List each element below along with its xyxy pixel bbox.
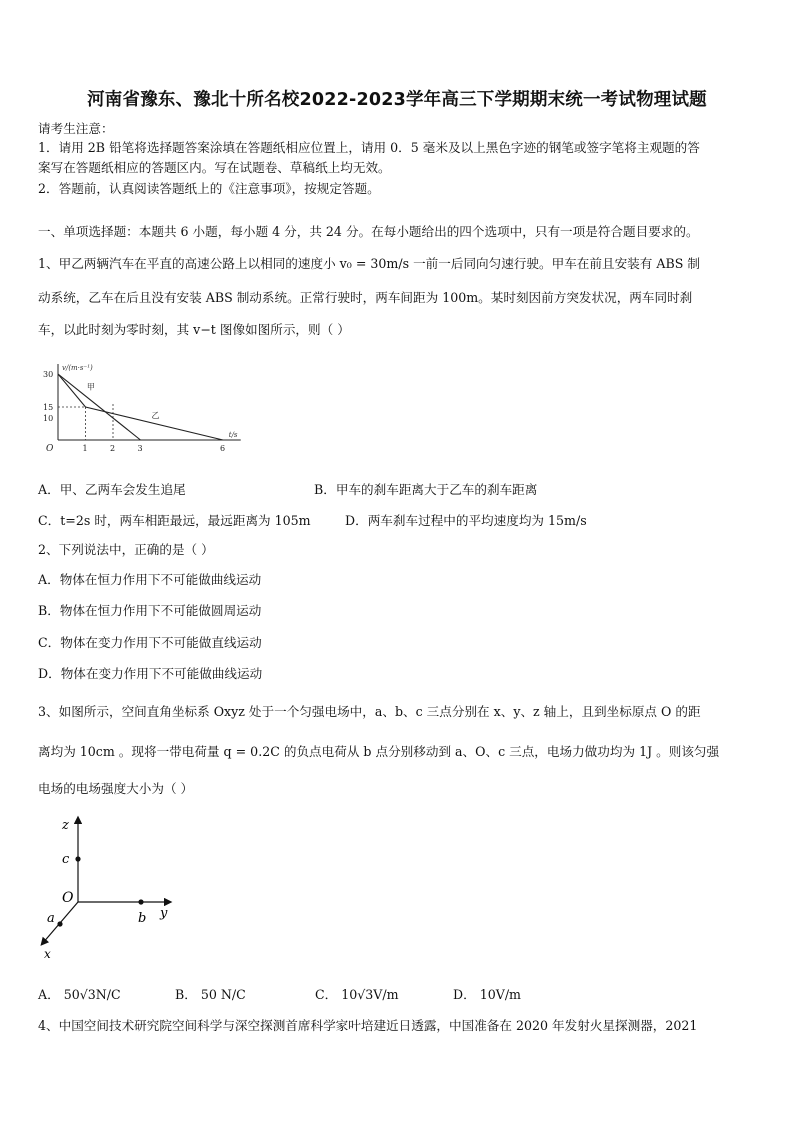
q2-option-a: A．物体在恒力作用下不可能做曲线运动 <box>38 572 262 587</box>
q3-stem-line-3: 电场的电场强度大小为（ ） <box>38 781 194 796</box>
chart-x-tick-label: 1 <box>82 444 88 453</box>
q2-option-b: B．物体在恒力作用下不可能做圆周运动 <box>38 603 262 618</box>
label-c: c <box>62 852 70 867</box>
q2-option-d: D．物体在变力作用下不可能做曲线运动 <box>38 666 263 681</box>
section-1-heading: 一、单项选择题：本题共 6 小题，每小题 4 分，共 24 分。在每小题给出的四个选项中，只有一项是符合题目要求的。 <box>38 224 699 239</box>
label-b: b <box>138 911 147 926</box>
q3-stem-line-2: 离均为 10cm 。现将一带电荷量 q = 0.2C 的负点电荷从 b 点分别移动到 a、O、c 三点，电场力做功均为 1J 。则该匀强 <box>38 744 720 759</box>
label-x: x <box>44 947 51 961</box>
chart-y-tick-label: 30 <box>43 370 54 379</box>
q3-option-b: B． 50 N/C <box>175 987 246 1002</box>
q1-stem-line-3: 车，以此时刻为零时刻，其 v−t 图像如图所示，则（ ） <box>38 322 350 337</box>
q2-stem: 2、下列说法中，正确的是（ ） <box>38 542 214 557</box>
chart-y-tick-label: 15 <box>43 403 54 412</box>
chart-series-label-2: 乙 <box>151 411 160 420</box>
vt-graph <box>30 360 250 460</box>
label-y: y <box>160 906 168 921</box>
page-title: 河南省豫东、豫北十所名校2022-2023学年高三下学期期末统一考试物理试题 <box>87 90 707 110</box>
q3-option-d: D． 10V/m <box>453 987 521 1002</box>
label-o: O <box>62 890 74 906</box>
chart-origin-label: O <box>46 444 54 454</box>
chart-x-tick-label: 2 <box>110 444 116 453</box>
point-b <box>138 899 143 904</box>
q1-stem-line-2: 动系统，乙车在后且没有安装 ABS 制动系统。正常行驶时，两车间距为 100m。某时刻因前方突发状况，两车同时刹 <box>38 290 693 305</box>
point-c <box>75 856 80 861</box>
q1-option-d: D．两车刹车过程中的平均速度均为 15m/s <box>345 513 587 528</box>
chart-y-label: v/(m·s⁻¹) <box>62 364 93 372</box>
point-a <box>57 921 62 926</box>
chart-x-tick-label: 6 <box>220 444 226 453</box>
q1-option-c: C．t=2s 时，两车相距最远，最远距离为 105m <box>38 513 311 528</box>
notice-heading: 请考生注意： <box>38 121 114 136</box>
chart-x-tick-label: 3 <box>137 444 143 453</box>
q2-option-c: C．物体在变力作用下不可能做直线运动 <box>38 635 262 650</box>
q4-stem-line-1: 4、中国空间技术研究院空间科学与深空探测首席科学家叶培建近日透露，中国准备在 2020 年发射火星探测器，2021 <box>38 1018 698 1033</box>
coordinate-axes-figure <box>36 812 186 962</box>
q1-stem-line-1: 1、甲乙两辆汽车在平直的高速公路上以相同的速度小 v₀ = 30m/s 一前一后同向匀速行驶。甲车在前且安装有 ABS 制 <box>38 256 700 271</box>
chart-series-label-1: 甲 <box>86 382 95 392</box>
q1-option-b: B．甲车的刹车距离大于乙车的刹车距离 <box>314 482 538 497</box>
chart-x-label: t/s <box>228 431 238 439</box>
q3-option-a: A． 50√3N/C <box>38 987 121 1002</box>
q3-option-c: C． 10√3V/m <box>315 987 399 1002</box>
label-z: z <box>62 818 69 833</box>
notice-item-1-cont: 案写在答题纸相应的答题区内。写在试题卷、草稿纸上均无效。 <box>38 160 391 175</box>
q3-stem-line-1: 3、如图所示，空间直角坐标系 Oxyz 处于一个匀强电场中，a、b、c 三点分别在 x、y、z 轴上，且到坐标原点 O 的距 <box>38 704 701 719</box>
notice-item-2: 2．答题前，认真阅读答题纸上的《注意事项》，按规定答题。 <box>38 181 380 196</box>
chart-y-tick-label: 10 <box>43 414 54 423</box>
label-a: a <box>47 911 55 926</box>
notice-item-1: 1．请用 2B 铅笔将选择题答案涂填在答题纸相应位置上，请用 0．5 毫米及以上黑色字迹的钢笔或签字笔将主观题的答 <box>38 140 700 155</box>
q1-option-a: A．甲、乙两车会发生追尾 <box>38 482 186 497</box>
